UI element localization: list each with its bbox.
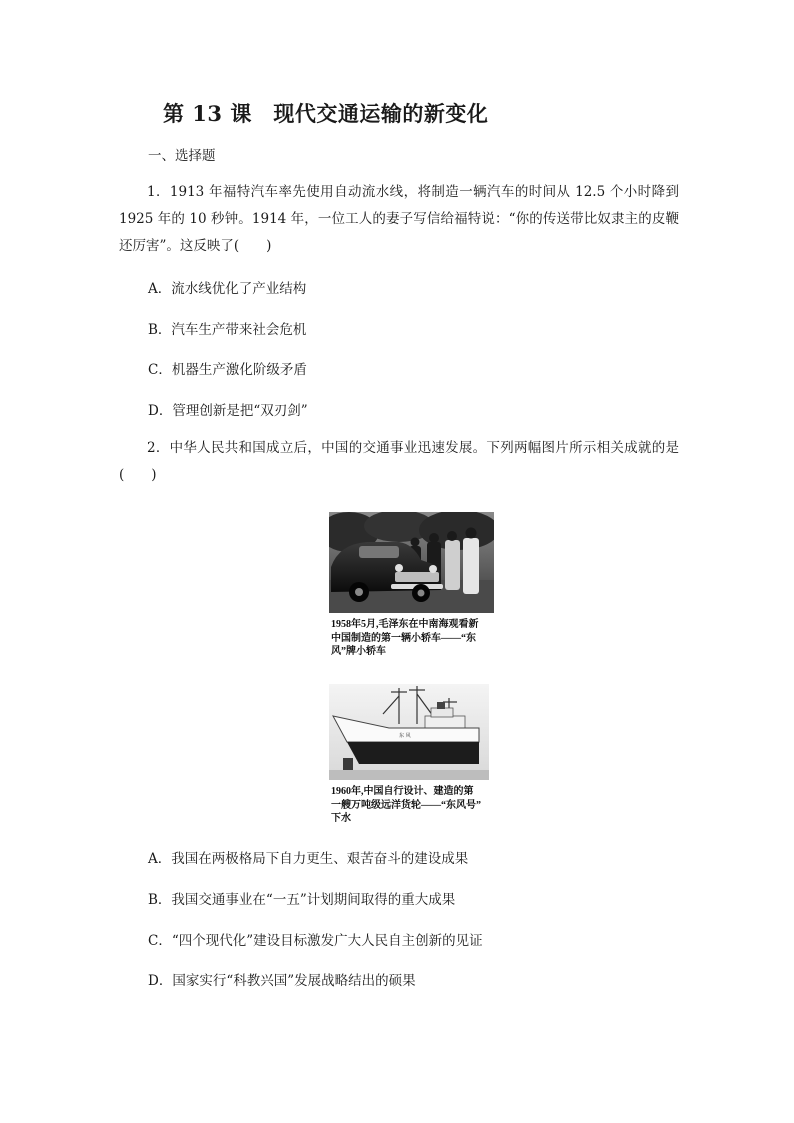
car-photo: [329, 512, 494, 613]
question-2-option-c: C．“四个现代化”建设目标激发广大人民自主创新的见证: [148, 933, 483, 949]
caption-line: 下水: [331, 813, 351, 824]
question-1-option-a: A．流水线优化了产业结构: [148, 281, 307, 297]
question-2-option-a: A．我国在两极格局下自力更生、艰苦奋斗的建设成果: [148, 851, 469, 867]
caption-line: 1960年,中国自行设计、建造的第: [331, 786, 474, 797]
caption-line: 一艘万吨级远洋货轮——“东风号”: [331, 799, 481, 811]
caption-line: 风”牌小轿车: [331, 646, 386, 657]
car-photo-caption: [329, 618, 495, 659]
question-1-option-c: C．机器生产激化阶级矛盾: [148, 362, 307, 378]
question-2-stem: 2．中华人民共和国成立后，中国的交通事业迅速发展。下列两幅图片所示相关成就的是( ): [119, 440, 679, 483]
figure-car: [329, 512, 495, 659]
ship-name-label: 东 风: [399, 733, 411, 739]
figure-ship: [329, 684, 495, 826]
question-1-stem: 1．1913 年福特汽车率先使用自动流水线，将制造一辆汽车的时间从 12.5 个小时降到 1925 年的 10 秒钟。1914 年，一位工人的妻子写信给福特说：“你的传送带比奴隶主的皮鞭还厉害”。这反映了( ): [119, 184, 679, 254]
lesson-title: 第 13 课 现代交通运输的新变化: [163, 101, 489, 126]
section-heading: 一、选择题: [148, 148, 216, 164]
question-1-option-d: D．管理创新是把“双刃剑”: [148, 403, 308, 419]
ship-photo-caption: [329, 785, 495, 826]
ship-photo: [329, 684, 489, 780]
caption-line: 1958年5月,毛泽东在中南海观看新: [331, 619, 479, 630]
question-1-option-b: B．汽车生产带来社会危机: [148, 322, 307, 338]
caption-line: 中国制造的第一辆小轿车——“东: [331, 632, 476, 644]
question-2-option-d: D．国家实行“科教兴国”发展战略结出的硕果: [148, 973, 416, 989]
question-2-option-b: B．我国交通事业在“一五”计划期间取得的重大成果: [148, 892, 456, 908]
